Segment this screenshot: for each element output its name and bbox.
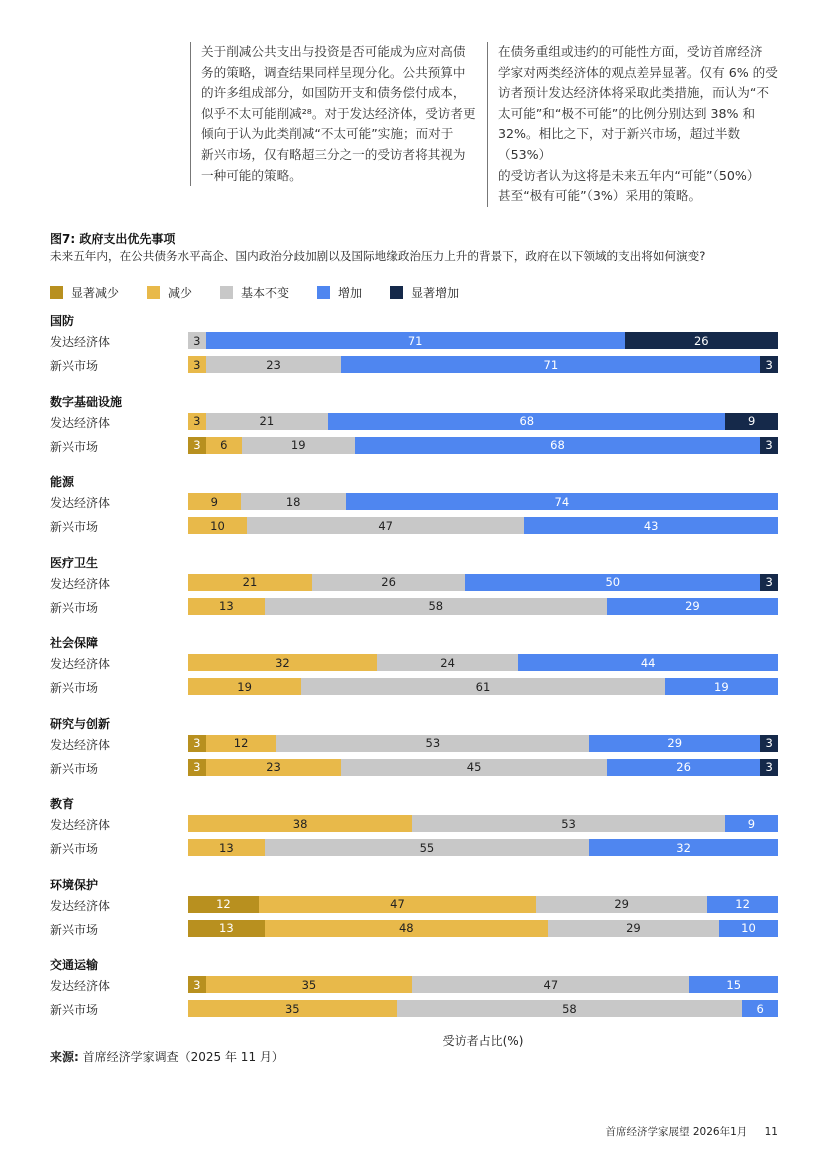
row-label: 新兴市场 [50,1003,99,1017]
bar-segment-decrease: 35 [206,976,413,993]
source-note [50,1048,284,1065]
bar-segment-decrease: 38 [188,815,412,832]
bar-segment-decrease: 47 [259,896,536,913]
bar-segment-increase: 29 [589,735,760,752]
legend-swatch-sig-decrease [50,286,63,299]
bar-segment-decrease: 10 [188,517,247,534]
row-label: 发达经济体 [50,496,111,510]
stacked-bar [188,839,778,856]
bar-segment-decrease: 19 [188,678,301,695]
page-footer [606,1124,778,1139]
bar-segment-increase: 74 [346,493,778,510]
stacked-bar [188,332,778,349]
stacked-bar [188,735,778,752]
bar-segment-increase: 50 [465,574,760,591]
bar-segment-sig-increase: 26 [625,332,778,349]
bar-segment-increase: 12 [707,896,778,913]
figure-title: 图7: 政府支出优先事项 [50,232,176,246]
legend-item-no-change [220,284,289,301]
page-number: 11 [764,1126,778,1138]
bar-segment-no-change: 21 [206,413,329,430]
row-label: 发达经济体 [50,576,111,591]
legend-swatch-sig-increase [390,286,403,299]
stacked-bar [188,896,778,913]
bar-segment-sig-decrease: 3 [188,976,206,993]
bar-segment-increase: 32 [589,839,778,856]
stacked-bar [188,574,778,591]
legend-label-sig-increase: 显著增加 [411,286,460,300]
x-axis-label: 受访者占比(%) [442,1034,524,1048]
row-label: 新兴市场 [50,439,99,454]
source-text: 首席经济学家调查（2025 年 11 月） [82,1050,284,1064]
bar-segment-increase: 68 [355,437,760,454]
bar-segment-decrease: 23 [206,759,342,776]
bar-segment-increase: 43 [524,517,778,534]
stacked-bar [188,437,778,454]
bar-segment-sig-increase: 3 [760,759,778,776]
bar-segment-sig-decrease: 13 [188,920,265,937]
bar-segment-increase: 26 [607,759,760,776]
category-label: 交通运输 [50,958,99,972]
bar-segment-increase: 44 [518,654,778,671]
bar-segment-decrease: 13 [188,839,265,856]
row-label: 发达经济体 [50,898,111,913]
bar-segment-sig-increase: 9 [725,413,778,430]
row-label: 新兴市场 [50,359,99,373]
category-label: 医疗卫生 [50,555,99,570]
bar-segment-no-change: 26 [312,574,465,591]
bar-segment-no-change: 47 [247,517,524,534]
bar-segment-decrease: 48 [265,920,548,937]
bar-segment-no-change: 58 [265,598,607,615]
row-label: 新兴市场 [50,681,99,695]
bar-segment-sig-decrease: 3 [188,759,206,776]
bar-segment-no-change: 23 [206,356,342,373]
bar-segment-decrease: 35 [188,1000,397,1017]
bar-segment-increase: 68 [328,413,725,430]
stacked-bar [188,1000,778,1017]
bar-segment-no-change: 45 [341,759,607,776]
legend-item-sig-decrease [50,284,119,301]
bar-segment-decrease: 13 [188,598,265,615]
bar-segment-decrease: 3 [188,413,206,430]
row-label: 新兴市场 [50,761,99,776]
row-label: 新兴市场 [50,842,99,856]
bar-segment-no-change: 24 [377,654,519,671]
bar-segment-no-change: 47 [412,976,689,993]
category-label: 教育 [50,797,75,811]
source-label: 来源: [50,1050,79,1064]
stacked-bar [188,356,778,373]
category-label: 环境保护 [50,877,99,892]
bar-segment-increase: 6 [742,1000,778,1017]
category-label: 国防 [50,314,75,328]
bar-segment-increase: 71 [341,356,760,373]
row-label: 发达经济体 [50,335,111,349]
bar-segment-sig-increase: 3 [760,735,778,752]
stacked-bar [188,759,778,776]
bar-segment-increase: 10 [719,920,778,937]
category-label: 研究与创新 [50,716,111,731]
stacked-bar [188,517,778,534]
bar-segment-decrease: 21 [188,574,312,591]
bar-segment-decrease: 12 [206,735,277,752]
row-label: 新兴市场 [50,922,99,937]
row-label: 发达经济体 [50,737,111,752]
row-label: 新兴市场 [50,600,99,615]
legend-item-increase [317,284,362,301]
stacked-bar [188,493,778,510]
bar-segment-sig-decrease: 12 [188,896,259,913]
bar-segment-sig-decrease: 3 [188,735,206,752]
category-label: 社会保障 [50,636,99,650]
bar-segment-decrease: 9 [188,493,241,510]
bar-segment-decrease: 32 [188,654,377,671]
row-label: 发达经济体 [50,818,111,832]
row-label: 发达经济体 [50,657,111,671]
bar-segment-no-change: 29 [536,896,707,913]
chart-legend [50,284,487,301]
legend-item-sig-increase [390,284,459,301]
stacked-bar [188,976,778,993]
legend-label-sig-decrease: 显著减少 [71,286,120,300]
bar-segment-no-change: 53 [276,735,589,752]
stacked-bar [188,654,778,671]
bar-segment-no-change: 19 [242,437,355,454]
bar-segment-sig-increase: 3 [760,574,778,591]
legend-label-increase: 增加 [338,286,363,300]
legend-label-decrease: 减少 [168,286,193,300]
legend-item-decrease [147,284,192,301]
bar-segment-no-change: 29 [548,920,719,937]
bar-segment-no-change: 3 [188,332,206,349]
stacked-bar [188,678,778,695]
legend-swatch-decrease [147,286,160,299]
legend-label-no-change: 基本不变 [241,286,290,300]
footer-title: 首席经济学家展望 2026年1月 [605,1126,748,1138]
intro-paragraph-right: 在债务重组或违约的可能性方面，受访首席经济 学家对两类经济体的观点差异显著。仅有 6% 的受 访者预计发达经济体将采取此类措施，而认为“不 太可能”和“极不可能”的比例分别达到 38% 和 32%。相比之下，对于新兴市场，超过半数（53%） 的受访者认为这将是未来五年内“可能”（50%） 甚至“极有可能”（3%）采用的策略。 [487,42,786,207]
bar-segment-sig-increase: 3 [760,437,778,454]
bar-segment-increase: 15 [689,976,778,993]
stacked-bar [188,413,778,430]
bar-segment-increase: 19 [665,678,778,695]
bar-segment-sig-decrease: 3 [188,437,206,454]
legend-swatch-increase [317,286,330,299]
stacked-bar [188,920,778,937]
category-label: 数字基础设施 [50,394,123,409]
intro-paragraph-left: 关于削减公共支出与投资是否可能成为应对高债 务的策略，调查结果同样呈现分化。公共预算中 的许多组成部分，如国防开支和债务偿付成本， 似乎不太可能削减²⁸。对于发达经济体，受访者更 倾向于认为此类削减“不太可能”实施；而对于 新兴市场，仅有略超三分之一的受访者将其视为 一种可能的策略。 [190,42,489,186]
legend-swatch-no-change [220,286,233,299]
bar-segment-no-change: 18 [241,493,346,510]
bar-segment-increase: 29 [607,598,778,615]
category-label: 能源 [50,475,75,489]
bar-segment-sig-increase: 3 [760,356,778,373]
bar-segment-no-change: 55 [265,839,590,856]
bar-segment-increase: 9 [725,815,778,832]
bar-segment-decrease: 6 [206,437,242,454]
figure-subtitle: 未来五年内，在公共债务水平高企、国内政治分歧加剧以及国际地缘政治压力上升的背景下，政府在以下领域的支出将如何演变? [50,249,706,263]
bar-segment-no-change: 53 [412,815,725,832]
stacked-bar [188,598,778,615]
bar-segment-increase: 71 [206,332,625,349]
row-label: 新兴市场 [50,520,99,534]
row-label: 发达经济体 [50,415,111,430]
bar-segment-decrease: 3 [188,356,206,373]
stacked-bar [188,815,778,832]
row-label: 发达经济体 [50,979,111,993]
bar-segment-no-change: 58 [397,1000,743,1017]
bar-segment-no-change: 61 [301,678,665,695]
